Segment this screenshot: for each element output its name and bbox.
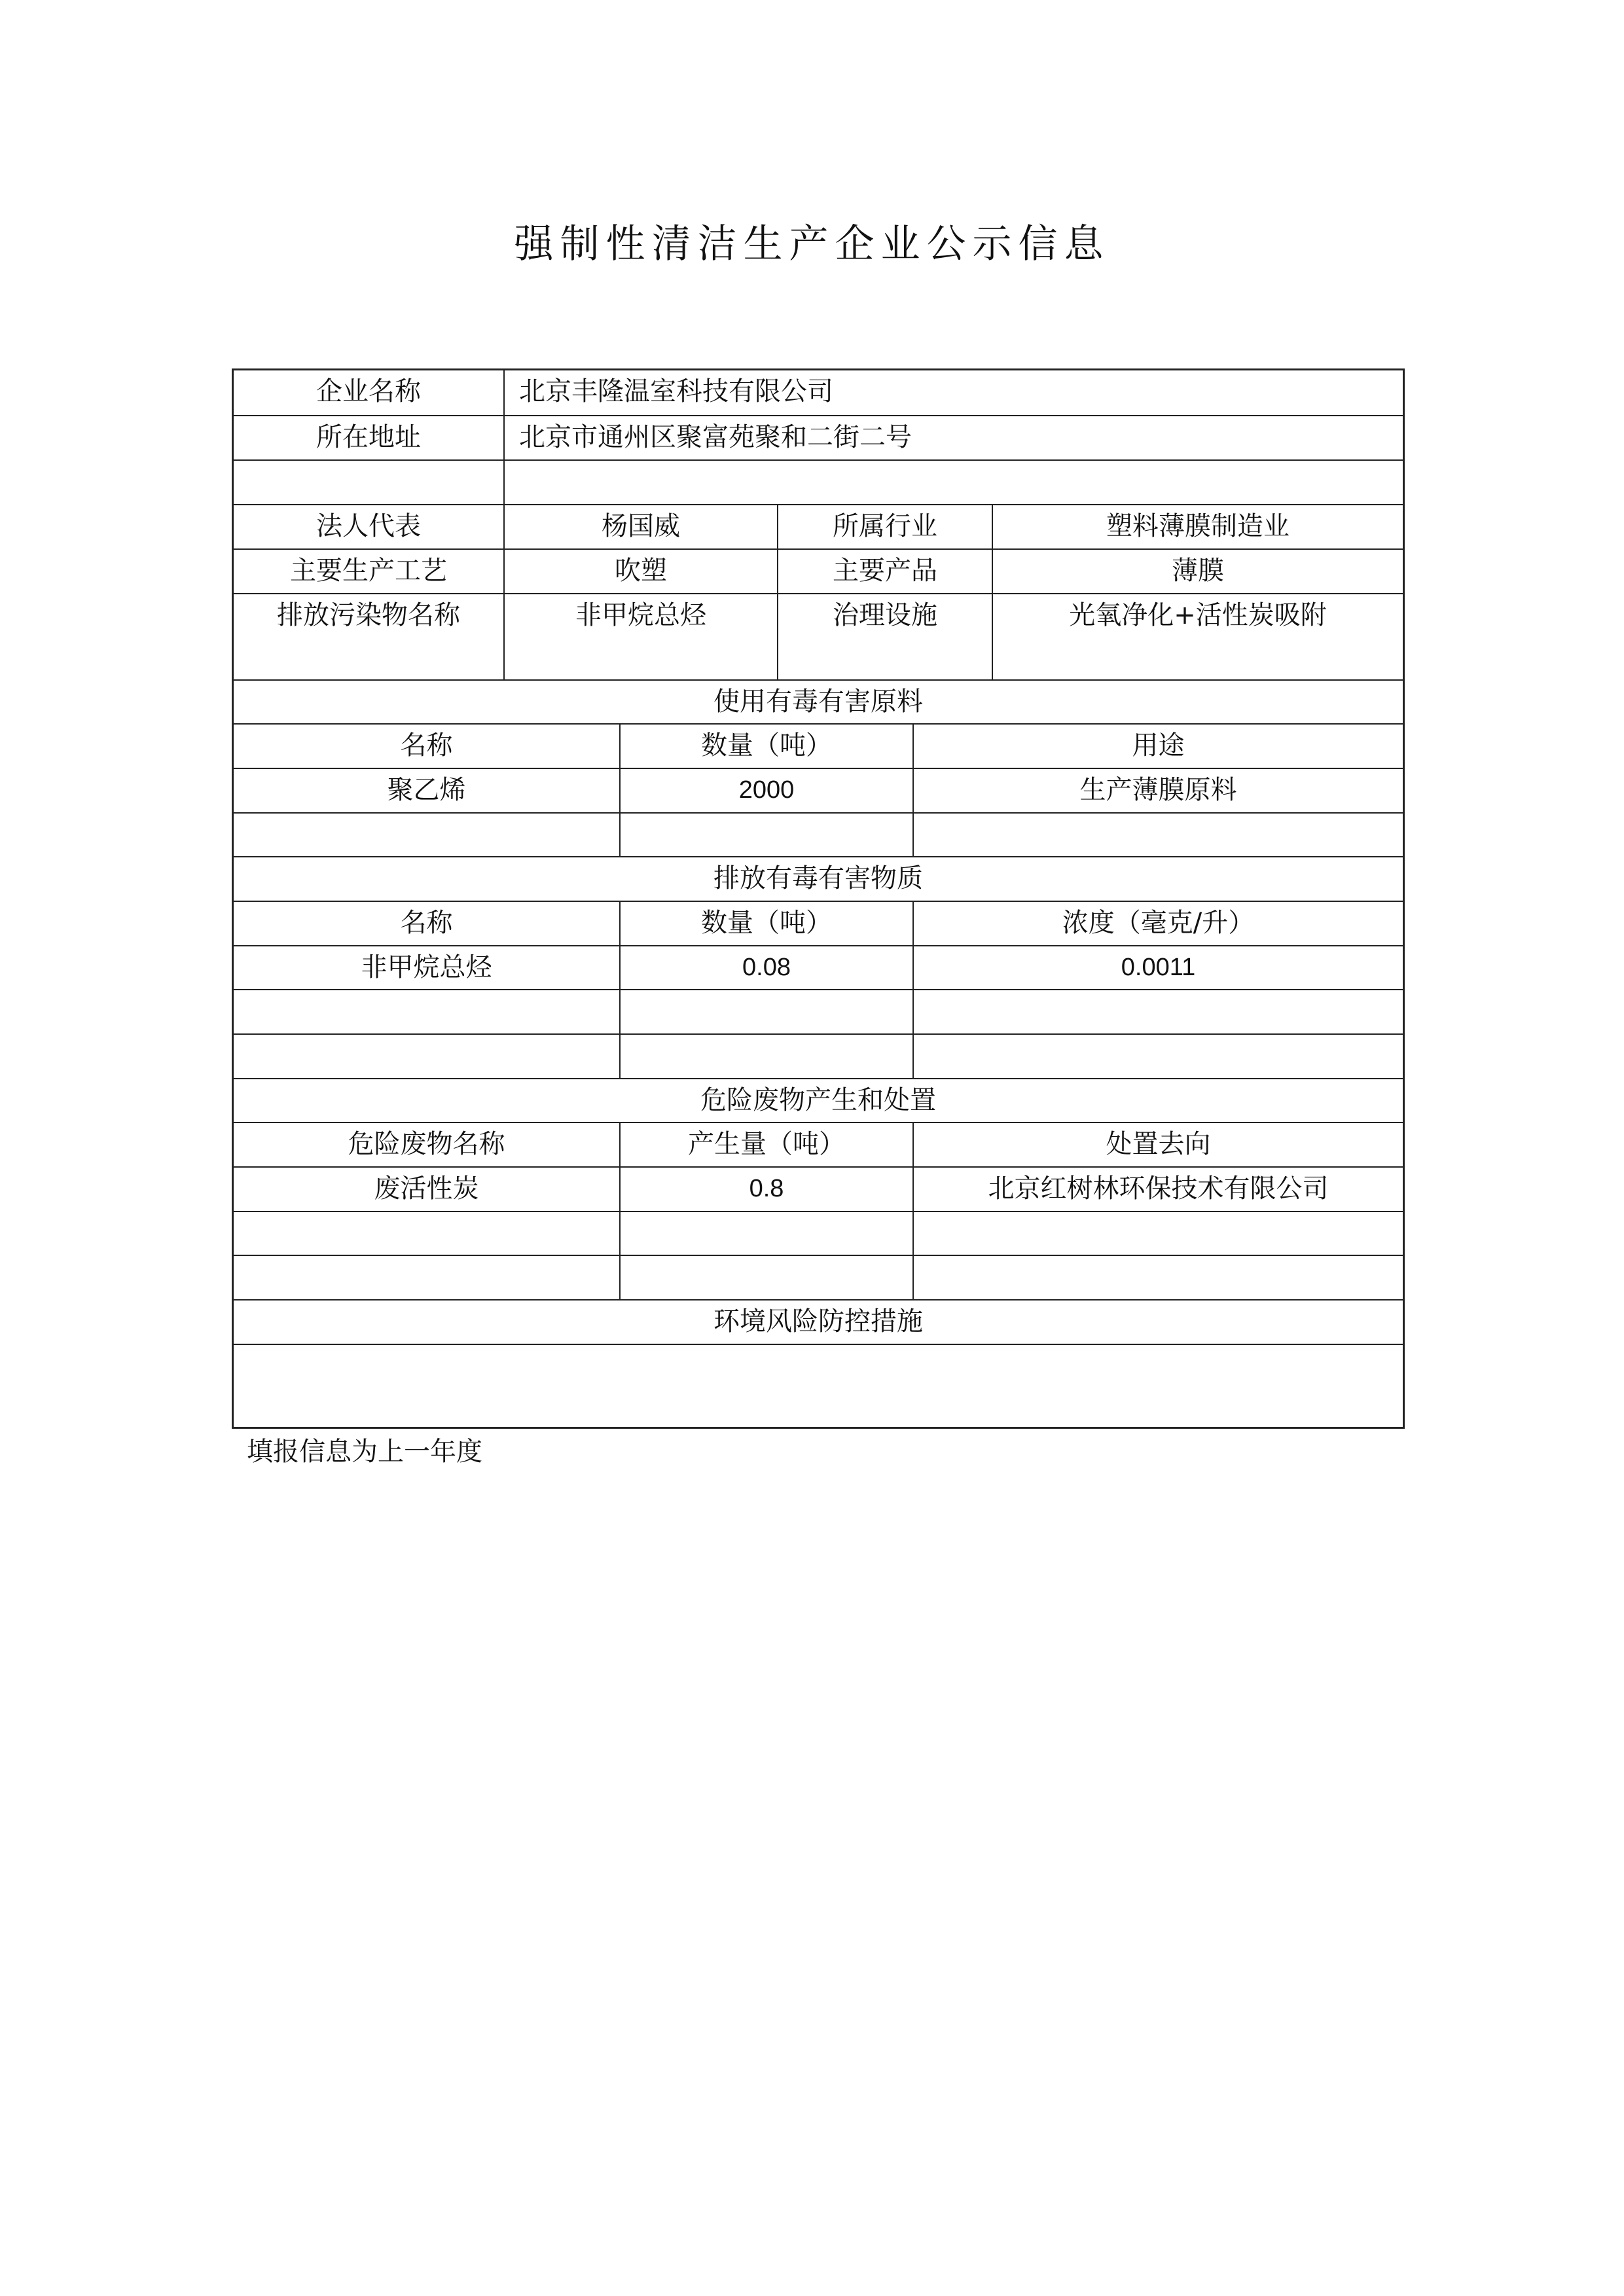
waste-name-cell bbox=[234, 1256, 619, 1300]
company-name-value: 北京丰隆温室科技有限公司 bbox=[503, 370, 1403, 415]
table-row bbox=[234, 768, 1403, 814]
document-title: 强制性清洁生产企业公示信息 bbox=[514, 221, 1110, 267]
table-row bbox=[234, 945, 1403, 990]
facility-value: 光氧净化+活性炭吸附 bbox=[992, 594, 1403, 681]
toxic-materials-heading-row bbox=[234, 679, 1403, 725]
toxic-materials-header-row bbox=[234, 723, 1403, 769]
pollutant-label: 排放污染物名称 bbox=[277, 600, 460, 630]
material-quantity-cell bbox=[619, 814, 912, 857]
waste-amount-cell bbox=[619, 1212, 912, 1256]
legal-rep-label: 法人代表 bbox=[316, 511, 421, 541]
waste-disposal-cell bbox=[912, 1256, 1403, 1300]
waste-disposal-cell bbox=[912, 1212, 1403, 1256]
address-value: 北京市通州区聚富苑聚和二街二号 bbox=[503, 416, 1403, 461]
risk-control-heading-row bbox=[234, 1299, 1403, 1345]
emission-name-cell: 非甲烷总烃 bbox=[361, 952, 492, 982]
emission-concentration-cell bbox=[912, 1035, 1403, 1079]
toxic-materials-heading: 使用有毒有害原料 bbox=[713, 687, 923, 717]
waste-name-cell: 废活性炭 bbox=[374, 1174, 479, 1204]
column-header: 数量（吨） bbox=[619, 902, 912, 946]
address-label: 所在地址 bbox=[316, 422, 421, 452]
footnote: 填报信息为上一年度 bbox=[247, 1437, 482, 1467]
emission-concentration-cell: 0.0011 bbox=[912, 946, 1403, 990]
company-name-label: 企业名称 bbox=[316, 376, 421, 406]
toxic-emissions-heading: 排放有毒有害物质 bbox=[713, 863, 923, 893]
column-header: 浓度（毫克/升） bbox=[912, 902, 1403, 946]
blank-info-row bbox=[234, 459, 1403, 505]
emission-quantity-cell bbox=[619, 1035, 912, 1079]
legal-rep-row bbox=[234, 504, 1403, 550]
process-row bbox=[234, 548, 1403, 594]
process-label: 主要生产工艺 bbox=[290, 556, 447, 586]
column-header: 名称 bbox=[400, 730, 453, 761]
pollutant-row bbox=[234, 593, 1403, 681]
material-use-cell: 生产薄膜原料 bbox=[912, 769, 1403, 814]
waste-amount-cell bbox=[619, 1256, 912, 1300]
blank-value bbox=[503, 461, 1403, 505]
toxic-emissions-heading-row bbox=[234, 856, 1403, 902]
table-row bbox=[234, 1255, 1403, 1300]
emission-name-cell bbox=[234, 1035, 619, 1079]
industry-value: 塑料薄膜制造业 bbox=[992, 505, 1403, 550]
facility-label: 治理设施 bbox=[777, 594, 992, 681]
material-name-cell: 聚乙烯 bbox=[387, 775, 466, 805]
product-label: 主要产品 bbox=[777, 550, 992, 594]
toxic-emissions-header-row bbox=[234, 901, 1403, 946]
emission-quantity-cell: 0.08 bbox=[619, 946, 912, 990]
process-value: 吹塑 bbox=[503, 550, 777, 594]
company-name-row bbox=[234, 370, 1403, 415]
emission-name-cell bbox=[234, 990, 619, 1035]
industry-label: 所属行业 bbox=[777, 505, 992, 550]
risk-control-content bbox=[234, 1345, 1403, 1428]
table-row bbox=[234, 1166, 1403, 1212]
pollutant-value: 非甲烷总烃 bbox=[503, 594, 777, 681]
waste-name-cell bbox=[234, 1212, 619, 1256]
column-header: 名称 bbox=[400, 908, 453, 938]
waste-disposal-cell: 北京红树林环保技术有限公司 bbox=[912, 1168, 1403, 1212]
material-name-cell bbox=[234, 814, 619, 857]
hazardous-waste-heading: 危险废物产生和处置 bbox=[700, 1085, 936, 1115]
column-header: 用途 bbox=[912, 725, 1403, 769]
blank-label bbox=[234, 461, 503, 505]
table-row bbox=[234, 1211, 1403, 1256]
column-header: 处置去向 bbox=[912, 1123, 1403, 1168]
emission-concentration-cell bbox=[912, 990, 1403, 1035]
legal-rep-value: 杨国威 bbox=[503, 505, 777, 550]
table-row bbox=[234, 812, 1403, 857]
address-row bbox=[234, 415, 1403, 461]
material-quantity-cell: 2000 bbox=[619, 769, 912, 814]
risk-control-heading: 环境风险防控措施 bbox=[713, 1306, 923, 1336]
emission-quantity-cell bbox=[619, 990, 912, 1035]
table-row bbox=[234, 1033, 1403, 1079]
hazardous-waste-header-row bbox=[234, 1122, 1403, 1168]
column-header: 危险废物名称 bbox=[348, 1129, 505, 1159]
column-header: 产生量（吨） bbox=[619, 1123, 912, 1168]
product-value: 薄膜 bbox=[992, 550, 1403, 594]
column-header: 数量（吨） bbox=[619, 725, 912, 769]
hazardous-waste-heading-row bbox=[234, 1078, 1403, 1123]
waste-amount-cell: 0.8 bbox=[619, 1168, 912, 1212]
material-use-cell bbox=[912, 814, 1403, 857]
disclosure-table bbox=[232, 368, 1405, 1429]
table-row bbox=[234, 989, 1403, 1035]
risk-control-content-row bbox=[234, 1344, 1403, 1428]
